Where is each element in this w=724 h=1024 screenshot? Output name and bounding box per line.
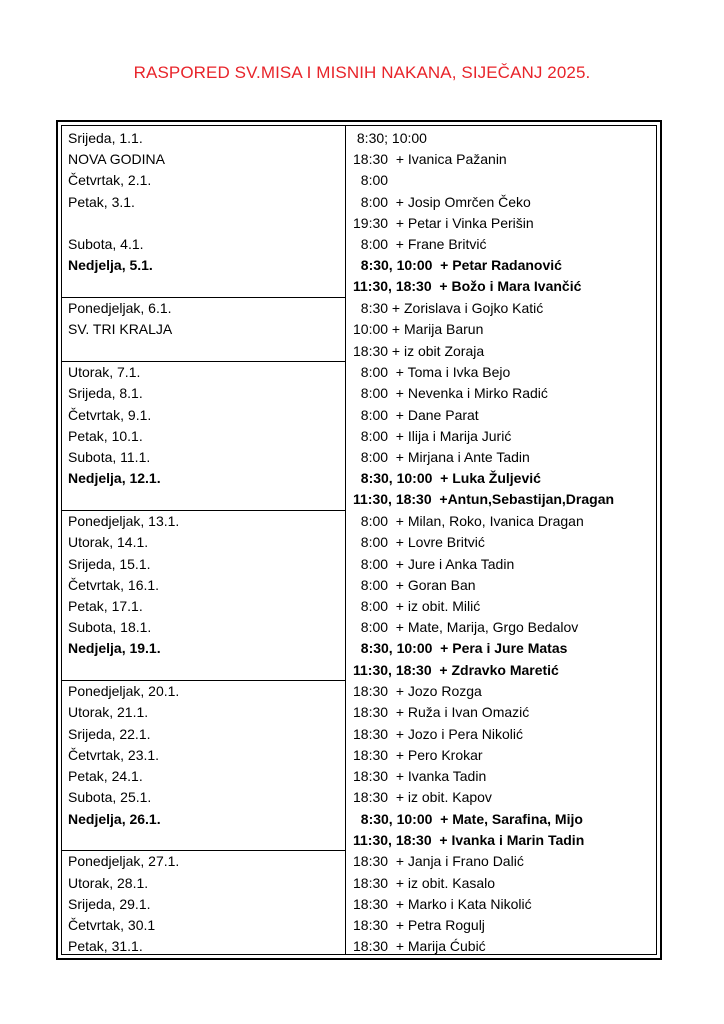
day-cell: Petak, 31.1. [68,938,143,955]
table-row [62,638,660,659]
table-row [62,383,660,404]
table-row [62,575,660,596]
mass-cell: 18:30 + iz obit. Kasalo [353,874,496,891]
day-cell: Nedjelja, 12.1. [68,470,161,487]
day-cell: Srijeda, 22.1. [68,725,151,742]
mass-cell: 8:30, 10:00 + Pera i Jure Matas [353,640,568,657]
mass-cell: 8:00 + iz obit. Milić [353,597,481,614]
table-row [62,362,660,384]
day-cell [62,830,345,851]
day-cell: Subota, 25.1. [68,789,152,806]
mass-cell: 8:00 + Mirjana i Ante Tadin [353,449,530,466]
day-cell: Četvrtak, 2.1. [68,172,152,189]
day-cell [62,341,345,362]
mass-cell: 8:00 + Nevenka i Mirko Radić [353,385,548,402]
table-row [62,255,660,276]
table-row [62,894,660,915]
schedule-table-frame [56,120,662,960]
mass-cell: 18:30 + Ivanica Pažanin [353,151,507,168]
table-row [62,681,660,703]
day-cell: Nedjelja, 19.1. [68,640,161,657]
table-row [62,617,660,638]
page-title: RASPORED SV.MISA I MISNIH NAKANA, SIJEČANJ 2025. [133,63,591,82]
table-row [62,149,660,170]
schedule-table [62,128,660,957]
table-row [62,936,660,957]
mass-cell: 8:30, 10:00 + Petar Radanović [353,257,562,274]
table-row [62,830,660,851]
table-row [62,128,660,149]
day-cell: Četvrtak, 16.1. [68,576,160,593]
day-cell [62,660,345,681]
table-row [62,298,660,320]
mass-cell: 8:30, 10:00 + Mate, Sarafina, Mijo [353,810,583,827]
day-cell: Utorak, 28.1. [68,874,149,891]
table-row [62,234,660,255]
mass-cell: 8:00 + Lovre Britvić [353,534,485,551]
schedule-rows [62,128,660,957]
day-cell [62,213,345,234]
table-row [62,915,660,936]
mass-cell: 18:30 + Petra Rogulj [353,917,485,934]
day-cell [62,489,345,510]
day-cell: Subota, 4.1. [68,236,144,253]
table-row [62,405,660,426]
day-cell: Četvrtak, 9.1. [68,406,152,423]
table-row [62,213,660,234]
table-row [62,447,660,468]
mass-cell: 18:30 + Pero Krokar [353,746,483,763]
table-row [62,532,660,553]
mass-cell: 10:00 + Marija Barun [353,321,484,338]
day-cell: Nedjelja, 26.1. [68,810,161,827]
mass-cell: 8:00 + Ilija i Marija Jurić [353,427,512,444]
mass-cell: 8:30 + Zorislava i Gojko Katić [353,299,544,316]
day-cell: Četvrtak, 23.1. [68,746,160,763]
table-row [62,319,660,340]
day-cell: Ponedjeljak, 27.1. [62,851,345,873]
table-row [62,809,660,830]
table-row [62,596,660,617]
day-cell: Petak, 24.1. [68,768,143,785]
mass-cell: 11:30, 18:30 + Božo i Mara Ivančić [353,278,582,295]
mass-cell: 18:30 + Marko i Kata Nikolić [353,895,532,912]
mass-cell: 18:30 + Marija Ćubić [353,938,486,955]
mass-cell: 18:30 + Ruža i Ivan Omazić [353,704,530,721]
mass-cell: 8:30, 10:00 + Luka Žuljević [353,470,541,487]
table-row [62,276,660,297]
mass-cell: 8:00 + Dane Parat [353,406,479,423]
mass-cell: 8:00 + Frane Britvić [353,236,487,253]
table-row [62,787,660,808]
schedule-table-inner [61,125,657,955]
day-cell: Četvrtak, 30.1 [68,917,156,934]
mass-cell: 18:30 + iz obit Zoraja [353,342,485,359]
table-row [62,468,660,489]
mass-cell: 8:00 + Mate, Marija, Grgo Bedalov [353,619,579,636]
day-cell: Subota, 18.1. [68,619,152,636]
mass-cell: 11:30, 18:30 + Ivanka i Marin Tadin [353,831,585,848]
day-cell: Srijeda, 15.1. [68,555,151,572]
table-row [62,702,660,723]
table-row [62,170,660,191]
table-row [62,554,660,575]
mass-cell: 11:30, 18:30 +Antun,Sebastijan,Dragan [353,491,615,508]
mass-cell: 8:00 + Goran Ban [353,576,476,593]
mass-cell: 8:00 + Milan, Roko, Ivanica Dragan [353,512,584,529]
day-cell [62,276,345,297]
day-cell: Srijeda, 8.1. [68,385,143,402]
day-cell: Ponedjeljak, 20.1. [62,681,345,703]
table-row [62,660,660,681]
day-cell: Petak, 3.1. [68,193,135,210]
day-cell: Nedjelja, 5.1. [68,257,153,274]
table-row [62,851,660,873]
table-row [62,873,660,894]
day-cell: Petak, 17.1. [68,597,143,614]
mass-cell: 8:00 [353,172,389,189]
mass-cell: 8:00 + Josip Omrčen Čeko [353,193,531,210]
mass-cell: 18:30 + Jozo i Pera Nikolić [353,725,524,742]
day-cell: Subota, 11.1. [68,449,151,466]
mass-cell: 19:30 + Petar i Vinka Perišin [353,214,534,231]
table-row [62,489,660,510]
table-row [62,341,660,362]
day-cell: Petak, 10.1. [68,427,143,444]
table-row [62,192,660,213]
day-cell: Srijeda, 29.1. [68,895,151,912]
mass-cell: 18:30 + Janja i Frano Dalić [353,853,524,870]
mass-cell: 18:30 + iz obit. Kapov [353,789,492,806]
mass-cell: 11:30, 18:30 + Zdravko Maretić [353,661,559,678]
day-cell: Srijeda, 1.1. [68,130,143,146]
mass-cell: 8:00 + Jure i Anka Tadin [353,555,515,572]
mass-cell: 18:30 + Ivanka Tadin [353,768,487,785]
day-cell: Utorak, 21.1. [68,704,149,721]
mass-cell: 8:30; 10:00 [353,130,427,146]
table-row [62,766,660,787]
day-cell: SV. TRI KRALJA [68,321,173,338]
table-row [62,511,660,533]
day-cell: Ponedjeljak, 13.1. [62,511,345,533]
mass-cell: 18:30 + Jozo Rozga [353,683,482,700]
day-cell: NOVA GODINA [68,151,165,168]
table-row [62,724,660,745]
day-cell: Ponedjeljak, 6.1. [62,298,345,320]
mass-cell: 8:00 + Toma i Ivka Bejo [353,363,511,380]
day-cell: Utorak, 7.1. [62,362,345,384]
table-row [62,426,660,447]
table-row [62,745,660,766]
day-cell: Utorak, 14.1. [68,534,149,551]
